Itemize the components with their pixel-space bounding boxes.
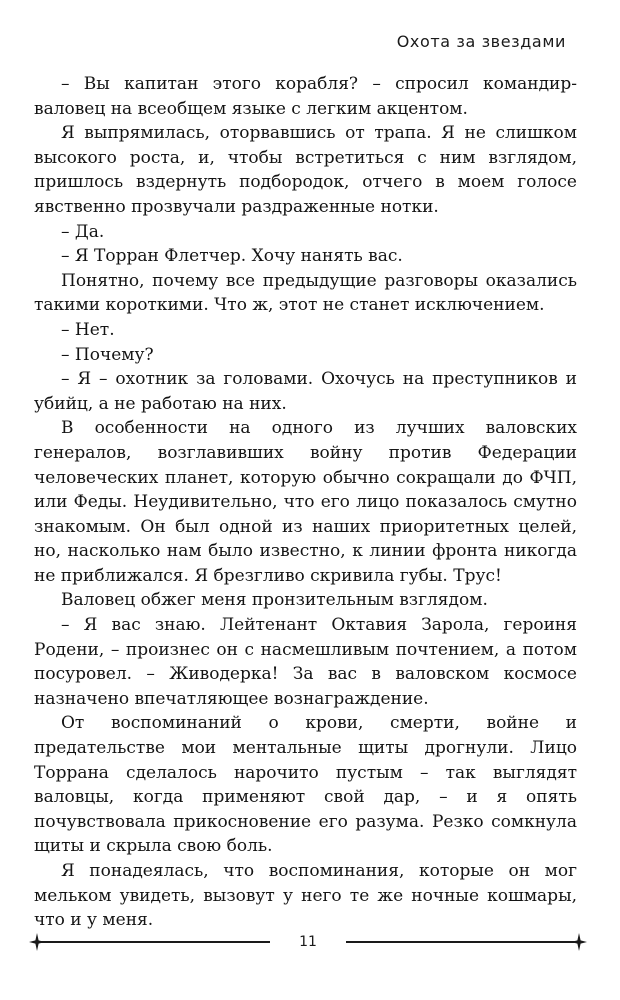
body-text <box>34 72 577 933</box>
paragraph: От воспоминаний о крови, смерти, войне и предательстве мои ментальные щиты дрогнули. Лицо Торрана сделалось нарочито пустым – так выглядят валовцы, когда применяют свой дар, – и я опять почувствовала прикосновение его разума. Резко сомкнула щиты и скрыла свою боль. <box>34 713 577 857</box>
star-ornament-icon <box>570 932 588 952</box>
paragraph: – Нет. <box>61 319 115 340</box>
paragraph: Валовец обжег меня пронзительным взглядом. <box>61 590 488 611</box>
paragraph: – Я вас знаю. Лейтенант Октавия Зарола, героиня Родени, – произнес он с насмешливым почтением, а потом посуровел. – Живодерка! За вас в валовском космосе назначено впечатляющее вознаграждение. <box>34 615 577 709</box>
paragraph: – Я – охотник за головами. Охочусь на преступников и убийц, а не работаю на них. <box>34 369 577 414</box>
page-number: 11 <box>299 934 317 950</box>
paragraph: – Почему? <box>61 344 154 365</box>
paragraph: Я выпрямилась, оторвавшись от трапа. Я не слишком высокого роста, и, чтобы встретиться с ним взглядом, пришлось вздернуть подбородок, отчего в моем голосе явственно прозвучали раздраженные нотки. <box>34 123 577 217</box>
paragraph: Я понадеялась, что воспоминания, которые он мог мельком увидеть, вызовут у него те же ночные кошмары, что и у меня. <box>34 861 577 931</box>
running-head-title: Охота за звездами <box>396 32 566 51</box>
paragraph: Понятно, почему все предыдущие разговоры оказались такими короткими. Что ж, этот не станет исключением. <box>34 270 577 316</box>
paragraph: – Я Торран Флетчер. Хочу нанять вас. <box>61 246 403 267</box>
paragraph: В особенности на одного из лучших валовских генералов, возглавивших войну против Федерации человеческих планет, которую обычно сокращали до ФЧП, или Феды. Неудивительно, что его лицо показалось смутно знакомым. Он был одной из наших приоритетных целей, но, насколько нам было известно, к линии фронта никогда не приближался. Я брезгливо скривила губы. Трус! <box>34 418 577 586</box>
footer-rule-left <box>38 941 270 943</box>
footer-rule-right <box>346 941 578 943</box>
paragraph: – Вы капитан этого корабля? – спросил командир-валовец на всеобщем языке с легким акцентом. <box>34 74 577 119</box>
page-footer <box>30 932 586 952</box>
paragraph: – Да. <box>61 221 105 242</box>
